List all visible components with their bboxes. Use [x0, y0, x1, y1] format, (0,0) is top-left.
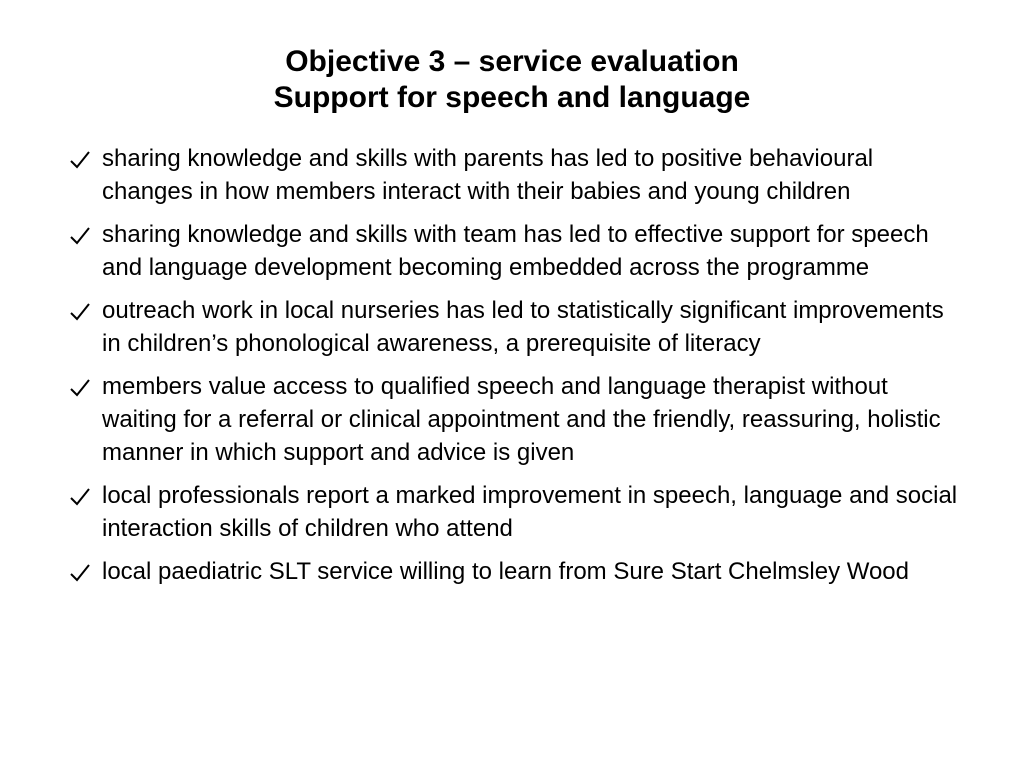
- title-line-1: Objective 3 – service evaluation: [285, 45, 739, 78]
- bullet-text: members value access to qualified speech and language therapist without waiting for a referral or clinical appointment and the friendly, reassuring, holistic manner in which support and advice is given: [102, 373, 941, 466]
- bullet-text: sharing knowledge and skills with parents has led to positive behavioural changes in how members interact with their babies and young children: [102, 145, 874, 205]
- checkmark-icon: [70, 379, 90, 397]
- checkmark-icon: [70, 488, 90, 506]
- checkmark-icon: [70, 303, 90, 321]
- list-item: [62, 294, 962, 360]
- list-item: [62, 479, 962, 545]
- checkmark-icon: [70, 564, 90, 582]
- list-item: [62, 370, 962, 469]
- checkmark-icon: [70, 151, 90, 169]
- list-item: [62, 142, 962, 208]
- slide-title: [0, 44, 1024, 116]
- list-item: [62, 218, 962, 284]
- bullet-list: [62, 142, 962, 598]
- checkmark-icon: [70, 227, 90, 245]
- bullet-text: sharing knowledge and skills with team has led to effective support for speech and language development becoming embedded across the programme: [102, 221, 929, 281]
- list-item: [62, 555, 962, 588]
- bullet-text: outreach work in local nurseries has led to statistically significant improvements in children’s phonological awareness, a prerequisite of literacy: [102, 297, 944, 357]
- bullet-text: local paediatric SLT service willing to learn from Sure Start Chelmsley Wood: [102, 558, 909, 585]
- title-line-2: Support for speech and language: [273, 81, 751, 114]
- bullet-text: local professionals report a marked improvement in speech, language and social interaction skills of children who attend: [102, 482, 958, 542]
